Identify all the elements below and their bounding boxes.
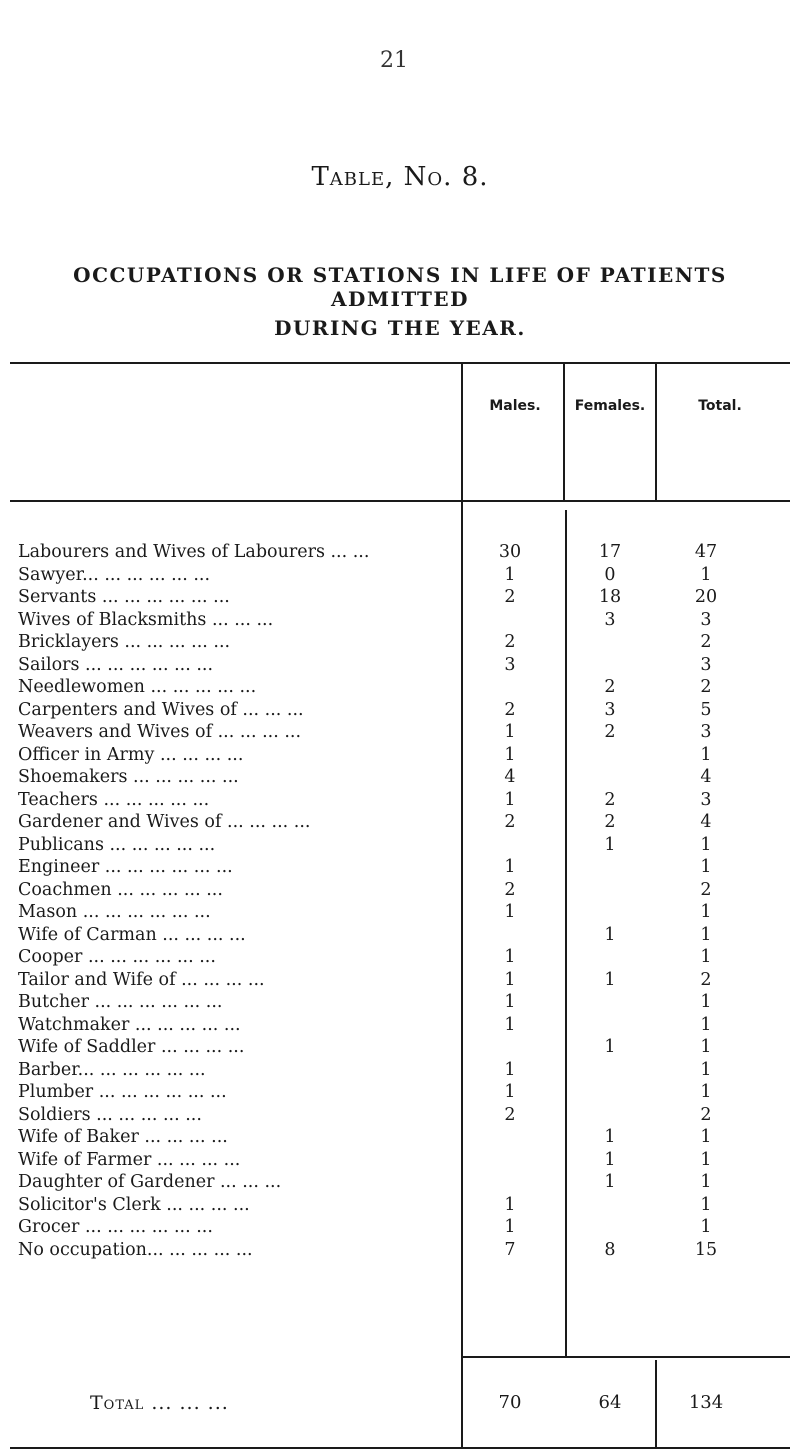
- males-value: 1: [504, 992, 516, 1012]
- occupation-label: No occupation... ... ... ... ...: [18, 1239, 253, 1260]
- total-value: 1: [700, 1059, 712, 1080]
- table-row: [0, 991, 800, 1013]
- total-total: 134: [688, 1392, 724, 1413]
- total-females: 64: [598, 1392, 622, 1413]
- males-value: 30: [498, 542, 522, 562]
- males-value: 1: [504, 1059, 516, 1080]
- females-value: 1: [604, 1149, 616, 1170]
- females-value: 3: [604, 609, 616, 630]
- occupation-label: Bricklayers ... ... ... ... ...: [18, 632, 231, 652]
- table-row: [0, 1194, 800, 1216]
- occupation-label: Carpenters and Wives of ... ... ...: [18, 699, 304, 720]
- table-row: [0, 699, 800, 721]
- occupation-label: Servants ... ... ... ... ... ...: [18, 587, 230, 607]
- occupation-label: Sawyer... ... ... ... ... ...: [18, 564, 211, 585]
- occupation-label: Shoemakers ... ... ... ... ...: [18, 767, 239, 787]
- occupation-label: Labourers and Wives of Labourers ... ...: [18, 542, 370, 562]
- column-header-total: Total.: [698, 398, 742, 414]
- occupation-label: Grocer ... ... ... ... ... ...: [18, 1217, 213, 1237]
- total-value: 1: [700, 1194, 712, 1215]
- occupation-label: Barber... ... ... ... ... ...: [18, 1059, 206, 1080]
- table-row: [0, 1216, 800, 1238]
- table-row: [0, 1104, 800, 1126]
- occupation-label: Wife of Farmer ... ... ... ...: [18, 1149, 241, 1170]
- total-value: 3: [700, 789, 712, 810]
- males-value: 1: [504, 1082, 516, 1102]
- total-value: 1: [700, 902, 712, 922]
- table-row: [0, 1149, 800, 1171]
- divider-females-total: [655, 362, 657, 500]
- females-value: 1: [604, 834, 616, 855]
- females-value: 0: [604, 564, 616, 585]
- males-value: 2: [504, 632, 516, 652]
- column-header-males: Males.: [489, 398, 541, 414]
- males-value: 1: [504, 1014, 516, 1035]
- occupation-label: Officer in Army ... ... ... ...: [18, 744, 244, 765]
- total-males: 70: [498, 1392, 522, 1413]
- table-row: [0, 654, 800, 676]
- total-value: 3: [700, 609, 712, 630]
- occupation-label: Plumber ... ... ... ... ... ...: [18, 1082, 227, 1102]
- total-value: 47: [694, 542, 718, 562]
- males-value: 1: [504, 722, 516, 742]
- table-row: [0, 609, 800, 631]
- occupation-label: Watchmaker ... ... ... ... ...: [18, 1014, 241, 1035]
- table-row: [0, 1081, 800, 1103]
- page-number: 21: [380, 48, 408, 73]
- table-row: [0, 856, 800, 878]
- total-value: 5: [700, 699, 712, 720]
- table-row: [0, 586, 800, 608]
- table-title: Table, No. 8.: [311, 162, 489, 192]
- table-row: [0, 811, 800, 833]
- column-header-females: Females.: [574, 398, 646, 414]
- males-value: 1: [504, 744, 516, 765]
- females-value: 2: [604, 789, 616, 810]
- totals-top-rule: [462, 1356, 790, 1358]
- total-value: 1: [700, 1217, 712, 1237]
- total-value: 1: [700, 857, 712, 877]
- males-value: 1: [504, 947, 516, 967]
- heading-line-2: DURING THE YEAR.: [274, 316, 526, 340]
- table-row: [0, 1059, 800, 1081]
- occupation-label: Wives of Blacksmiths ... ... ...: [18, 609, 274, 630]
- males-value: 4: [504, 767, 516, 787]
- total-value: 20: [694, 587, 718, 607]
- table-bottom-rule: [10, 1447, 790, 1449]
- total-value: 1: [700, 924, 712, 945]
- table-row: [0, 1126, 800, 1148]
- occupation-label: Publicans ... ... ... ... ...: [18, 834, 216, 855]
- total-label: Total ... ... ...: [90, 1392, 229, 1414]
- table-row: [0, 721, 800, 743]
- table-row: [0, 946, 800, 968]
- total-value: 2: [700, 677, 712, 697]
- occupation-label: Gardener and Wives of ... ... ... ...: [18, 812, 311, 832]
- females-value: 3: [604, 699, 616, 720]
- males-value: 1: [504, 1217, 516, 1237]
- males-value: 1: [504, 564, 516, 585]
- females-value: 1: [604, 969, 616, 990]
- total-value: 3: [700, 722, 712, 742]
- table-row: [0, 541, 800, 563]
- occupation-label: Daughter of Gardener ... ... ...: [18, 1172, 282, 1192]
- total-value: 1: [700, 744, 712, 765]
- table-row: [0, 631, 800, 653]
- occupation-label: Wife of Carman ... ... ... ...: [18, 924, 246, 945]
- females-value: 2: [604, 722, 616, 742]
- table-row: [0, 744, 800, 766]
- total-value: 1: [700, 1127, 712, 1147]
- occupation-label: Solicitor's Clerk ... ... ... ...: [18, 1194, 250, 1215]
- males-value: 1: [504, 969, 516, 990]
- females-value: 1: [604, 1127, 616, 1147]
- total-value: 1: [700, 1172, 712, 1192]
- males-value: 7: [504, 1239, 516, 1260]
- occupation-label: Tailor and Wife of ... ... ... ...: [18, 969, 265, 990]
- occupation-label: Cooper ... ... ... ... ... ...: [18, 947, 216, 967]
- total-value: 4: [700, 812, 712, 832]
- table-row: [0, 901, 800, 923]
- occupation-label: Mason ... ... ... ... ... ...: [18, 902, 211, 922]
- header-bottom-rule: [10, 500, 790, 502]
- total-value: 1: [700, 564, 712, 585]
- females-value: 2: [604, 677, 616, 697]
- males-value: 2: [504, 699, 516, 720]
- females-value: 17: [598, 542, 622, 562]
- total-value: 1: [700, 947, 712, 967]
- total-value: 2: [700, 879, 712, 900]
- occupation-label: Coachmen ... ... ... ... ...: [18, 879, 223, 900]
- total-value: 2: [700, 1104, 712, 1125]
- females-value: 18: [598, 587, 622, 607]
- occupation-label: Wife of Baker ... ... ... ...: [18, 1127, 228, 1147]
- total-value: 2: [700, 969, 712, 990]
- occupation-label: Teachers ... ... ... ... ...: [18, 789, 210, 810]
- table-row: [0, 924, 800, 946]
- males-value: 2: [504, 1104, 516, 1125]
- occupation-label: Engineer ... ... ... ... ... ...: [18, 857, 233, 877]
- occupation-label: Weavers and Wives of ... ... ... ...: [18, 722, 302, 742]
- table-row: [0, 789, 800, 811]
- occupation-label: Soldiers ... ... ... ... ...: [18, 1104, 202, 1125]
- males-value: 3: [504, 654, 516, 675]
- total-value: 3: [700, 654, 712, 675]
- occupation-label: Butcher ... ... ... ... ... ...: [18, 992, 223, 1012]
- table-row: [0, 564, 800, 586]
- heading-line-1: OCCUPATIONS OR STATIONS IN LIFE OF PATIENTS ADMITTED: [73, 263, 727, 311]
- table-row: [0, 676, 800, 698]
- table-row: [0, 1014, 800, 1036]
- occupation-label: Sailors ... ... ... ... ... ...: [18, 654, 214, 675]
- total-value: 1: [700, 1082, 712, 1102]
- table-row: [0, 969, 800, 991]
- total-value: 2: [700, 632, 712, 652]
- table-row: [0, 1171, 800, 1193]
- males-value: 2: [504, 812, 516, 832]
- total-value: 1: [700, 992, 712, 1012]
- total-value: 15: [694, 1239, 718, 1260]
- table-row: [0, 834, 800, 856]
- total-value: 1: [700, 1149, 712, 1170]
- occupation-label: Wife of Saddler ... ... ... ...: [18, 1037, 245, 1057]
- total-row: [0, 1392, 800, 1414]
- total-value: 1: [700, 1037, 712, 1057]
- males-value: 2: [504, 587, 516, 607]
- total-value: 4: [700, 767, 712, 787]
- table-row: [0, 1239, 800, 1261]
- table-top-rule: [10, 362, 790, 364]
- females-value: 1: [604, 1037, 616, 1057]
- females-value: 8: [604, 1239, 616, 1260]
- total-value: 1: [700, 834, 712, 855]
- females-value: 2: [604, 812, 616, 832]
- males-value: 1: [504, 789, 516, 810]
- table-row: [0, 1036, 800, 1058]
- males-value: 1: [504, 1194, 516, 1215]
- males-value: 2: [504, 879, 516, 900]
- occupation-label: Needlewomen ... ... ... ... ...: [18, 677, 257, 697]
- total-value: 1: [700, 1014, 712, 1035]
- females-value: 1: [604, 1172, 616, 1192]
- females-value: 1: [604, 924, 616, 945]
- divider-males-females: [563, 362, 565, 500]
- males-value: 1: [504, 857, 516, 877]
- table-row: [0, 766, 800, 788]
- males-value: 1: [504, 902, 516, 922]
- table-row: [0, 879, 800, 901]
